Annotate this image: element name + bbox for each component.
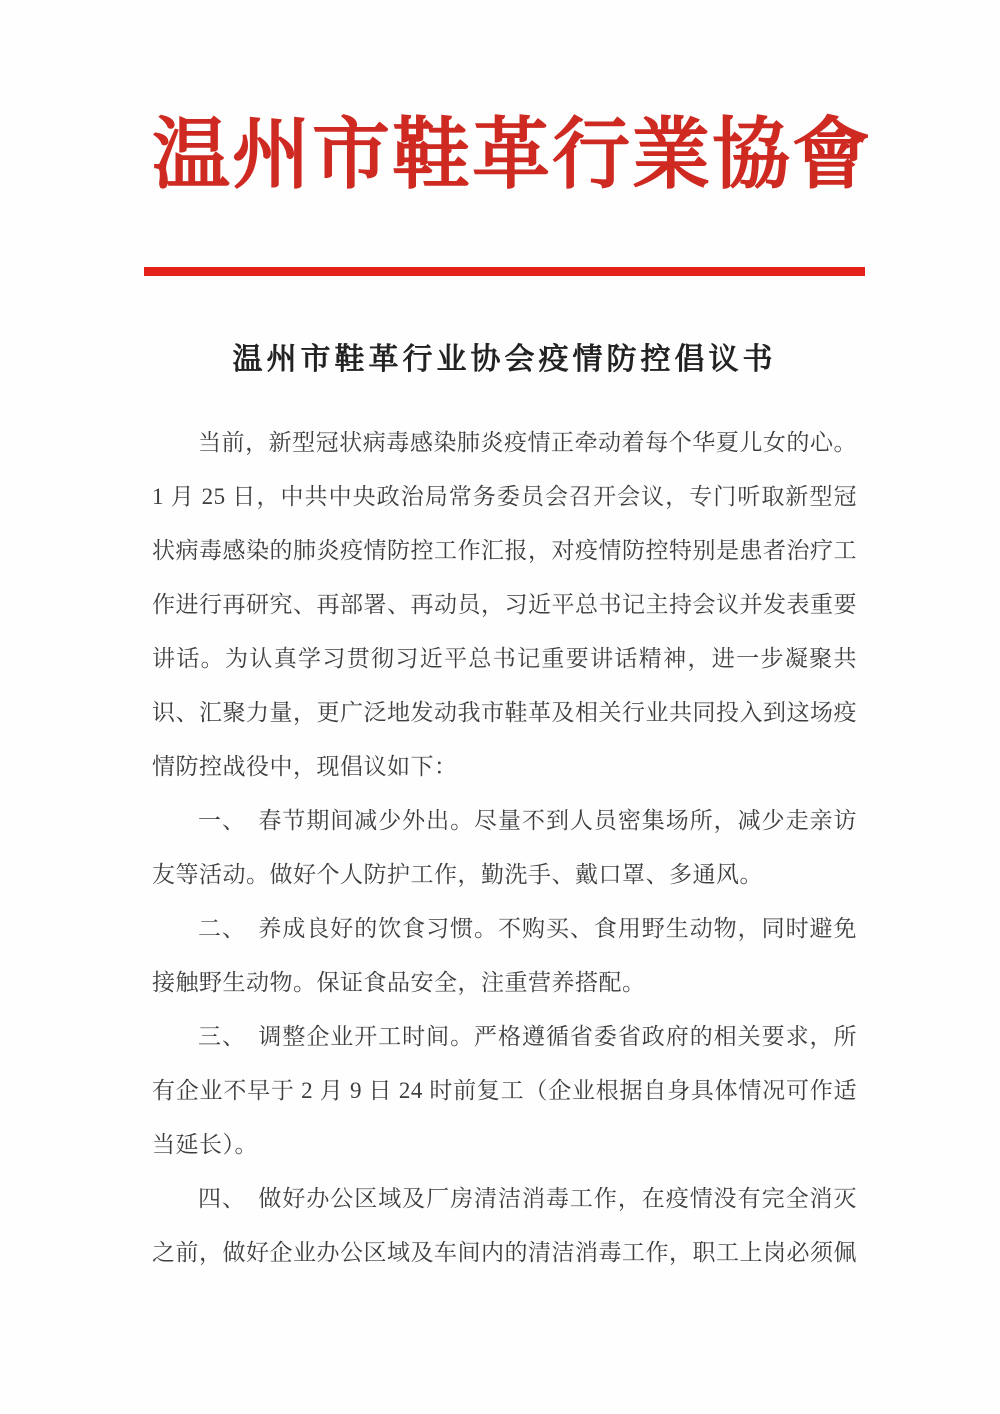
document-body <box>152 416 857 1280</box>
paragraph-item-1: 一、 春节期间减少外出。尽量不到人员密集场所，减少走亲访友等活动。做好个人防护工作，勤洗手、戴口罩、多通风。 <box>152 808 857 888</box>
letterhead-org-name: 温州市鞋革行業協會 <box>152 111 873 198</box>
red-divider-rule <box>144 267 865 276</box>
paragraph-item-4: 四、 做好办公区域及厂房清洁消毒工作，在疫情没有完全消灭之前，做好企业办公区域及车间内的清洁消毒工作，职工上岗必须佩 <box>152 1186 857 1266</box>
paragraph-item-3: 三、 调整企业开工时间。严格遵循省委省政府的相关要求，所有企业不早于 2 月 9 日 24 时前复工（企业根据自身具体情况可作适当延长）。 <box>152 1024 857 1158</box>
paragraph-item-2: 二、 养成良好的饮食习惯。不购买、食用野生动物，同时避免接触野生动物。保证食品安全，注重营养搭配。 <box>152 916 857 996</box>
document-title: 温州市鞋革行业协会疫情防控倡议书 <box>232 343 777 377</box>
paragraph-intro: 当前，新型冠状病毒感染肺炎疫情正牵动着每个华夏儿女的心。1 月 25 日，中共中央政治局常务委员会召开会议，专门听取新型冠状病毒感染的肺炎疫情防控工作汇报，对疫情防控特别是患者治疗工作进行再研究、再部署、再动员，习近平总书记主持会议并发表重要讲话。为认真学习贯彻习近平总书记重要讲话精神，进一步凝聚共识、汇聚力量，更广泛地发动我市鞋革及相关行业共同投入到这场疫情防控战役中，现倡议如下： <box>152 430 857 780</box>
document-content <box>152 0 873 1280</box>
